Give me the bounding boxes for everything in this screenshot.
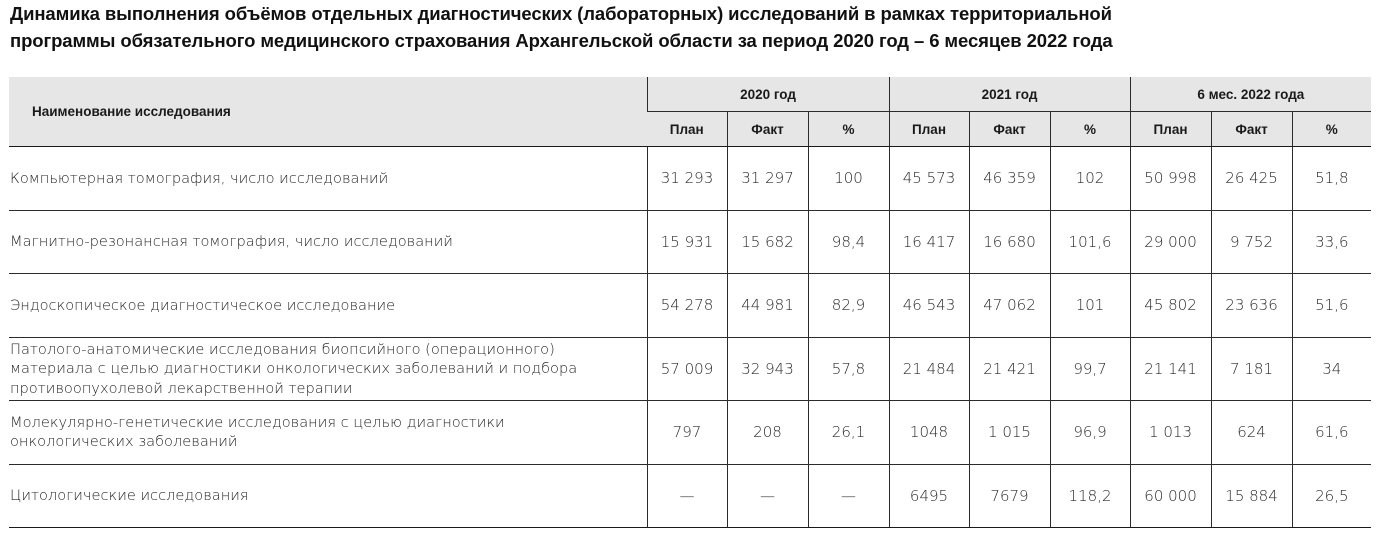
percent-value: 102 — [1050, 147, 1130, 211]
table-row — [9, 147, 1371, 211]
study-name-line: Молекулярно-генетические исследования с целью диагностики — [10, 413, 505, 431]
study-name-line: материала с целью диагностики онкологических заболеваний и подбора — [10, 360, 578, 377]
plan-value: 57 009 — [647, 337, 727, 401]
fact-value: 21 421 — [969, 337, 1050, 401]
study-name — [9, 464, 647, 528]
study-name-line: Магнитно-резонансная томография, число исследований — [10, 233, 453, 250]
table-row — [9, 401, 1371, 465]
column-header-name: Наименование исследования — [9, 77, 647, 147]
plan-value: 60 000 — [1130, 464, 1211, 528]
plan-value: 16 417 — [889, 210, 969, 274]
fact-value: 16 680 — [969, 210, 1050, 274]
plan-value: 21 141 — [1130, 337, 1211, 401]
plan-value: 45 802 — [1130, 274, 1211, 338]
fact-value: 46 359 — [969, 147, 1050, 211]
fact-value: 7 181 — [1211, 337, 1292, 401]
percent-value: 99,7 — [1050, 337, 1130, 401]
percent-value: 51,8 — [1292, 147, 1371, 211]
fact-value: — — [727, 464, 808, 528]
fact-value: 44 981 — [727, 274, 808, 338]
period-header: 2020 год — [647, 77, 889, 112]
fact-value: 15 884 — [1211, 464, 1292, 528]
page-title — [10, 0, 1350, 54]
percent-value: — — [808, 464, 889, 528]
fact-value: 23 636 — [1211, 274, 1292, 338]
fact-value: 208 — [727, 401, 808, 465]
plan-value: 29 000 — [1130, 210, 1211, 274]
percent-value: 57,8 — [808, 337, 889, 401]
plan-value: — — [647, 464, 727, 528]
column-header-percent: % — [808, 112, 889, 147]
percent-value: 26,1 — [808, 401, 889, 465]
table-row — [9, 337, 1371, 401]
fact-value: 47 062 — [969, 274, 1050, 338]
plan-value: 45 573 — [889, 147, 969, 211]
table-row — [9, 464, 1371, 528]
title-line-2: программы обязательного медицинского страхования Архангельской области за период 2020 год – 6 месяцев 2022 года — [10, 30, 1113, 51]
percent-value: 26,5 — [1292, 464, 1371, 528]
column-header-percent: % — [1050, 112, 1130, 147]
plan-value: 1048 — [889, 401, 969, 465]
table-header — [9, 77, 1371, 147]
fact-value: 26 425 — [1211, 147, 1292, 211]
plan-value: 1 013 — [1130, 401, 1211, 465]
column-header-plan: План — [1130, 112, 1211, 147]
percent-value: 33,6 — [1292, 210, 1371, 274]
period-header: 6 мес. 2022 года — [1130, 77, 1371, 112]
fact-value: 15 682 — [727, 210, 808, 274]
column-header-fact: Факт — [727, 112, 808, 147]
plan-value: 21 484 — [889, 337, 969, 401]
study-name — [9, 401, 647, 465]
fact-value: 624 — [1211, 401, 1292, 465]
column-header-percent: % — [1292, 112, 1371, 147]
study-name — [9, 147, 647, 211]
table-body — [9, 147, 1371, 528]
study-name — [9, 337, 647, 401]
period-header: 2021 год — [889, 77, 1130, 112]
percent-value: 98,4 — [808, 210, 889, 274]
percent-value: 101 — [1050, 274, 1130, 338]
study-name-line: Компьютерная томография, число исследований — [10, 169, 389, 187]
table-row — [9, 210, 1371, 274]
percent-value: 118,2 — [1050, 464, 1130, 528]
plan-value: 31 293 — [647, 147, 727, 211]
percent-value: 61,6 — [1292, 401, 1371, 465]
column-header-plan: План — [647, 112, 727, 147]
percent-value: 82,9 — [808, 274, 889, 338]
fact-value: 9 752 — [1211, 210, 1292, 274]
study-name-line: противоопухолевой лекарственной терапии — [10, 379, 353, 397]
plan-value: 797 — [647, 401, 727, 465]
study-name-line: Эндоскопическое диагностическое исследование — [10, 296, 396, 314]
study-name-line: онкологических заболеваний — [10, 433, 238, 451]
percent-value: 34 — [1292, 337, 1371, 401]
study-name — [9, 274, 647, 338]
title-line-1: Динамика выполнения объёмов отдельных диагностических (лабораторных) исследований в рамках территориальной — [10, 3, 1112, 24]
study-name-line: Цитологические исследования — [10, 487, 249, 504]
percent-value: 100 — [808, 147, 889, 211]
column-header-fact: Факт — [969, 112, 1050, 147]
percent-value: 101,6 — [1050, 210, 1130, 274]
study-name-line: Патолого-анатомические исследования биопсийного (операционного) — [10, 340, 555, 358]
plan-value: 54 278 — [647, 274, 727, 338]
fact-value: 1 015 — [969, 401, 1050, 465]
fact-value: 32 943 — [727, 337, 808, 401]
diagnostics-table — [9, 77, 1371, 528]
table-row — [9, 274, 1371, 338]
plan-value: 15 931 — [647, 210, 727, 274]
study-name — [9, 210, 647, 274]
percent-value: 96,9 — [1050, 401, 1130, 465]
column-header-fact: Факт — [1211, 112, 1292, 147]
fact-value: 31 297 — [727, 147, 808, 211]
fact-value: 7679 — [969, 464, 1050, 528]
plan-value: 6495 — [889, 464, 969, 528]
plan-value: 50 998 — [1130, 147, 1211, 211]
percent-value: 51,6 — [1292, 274, 1371, 338]
column-header-plan: План — [889, 112, 969, 147]
plan-value: 46 543 — [889, 274, 969, 338]
